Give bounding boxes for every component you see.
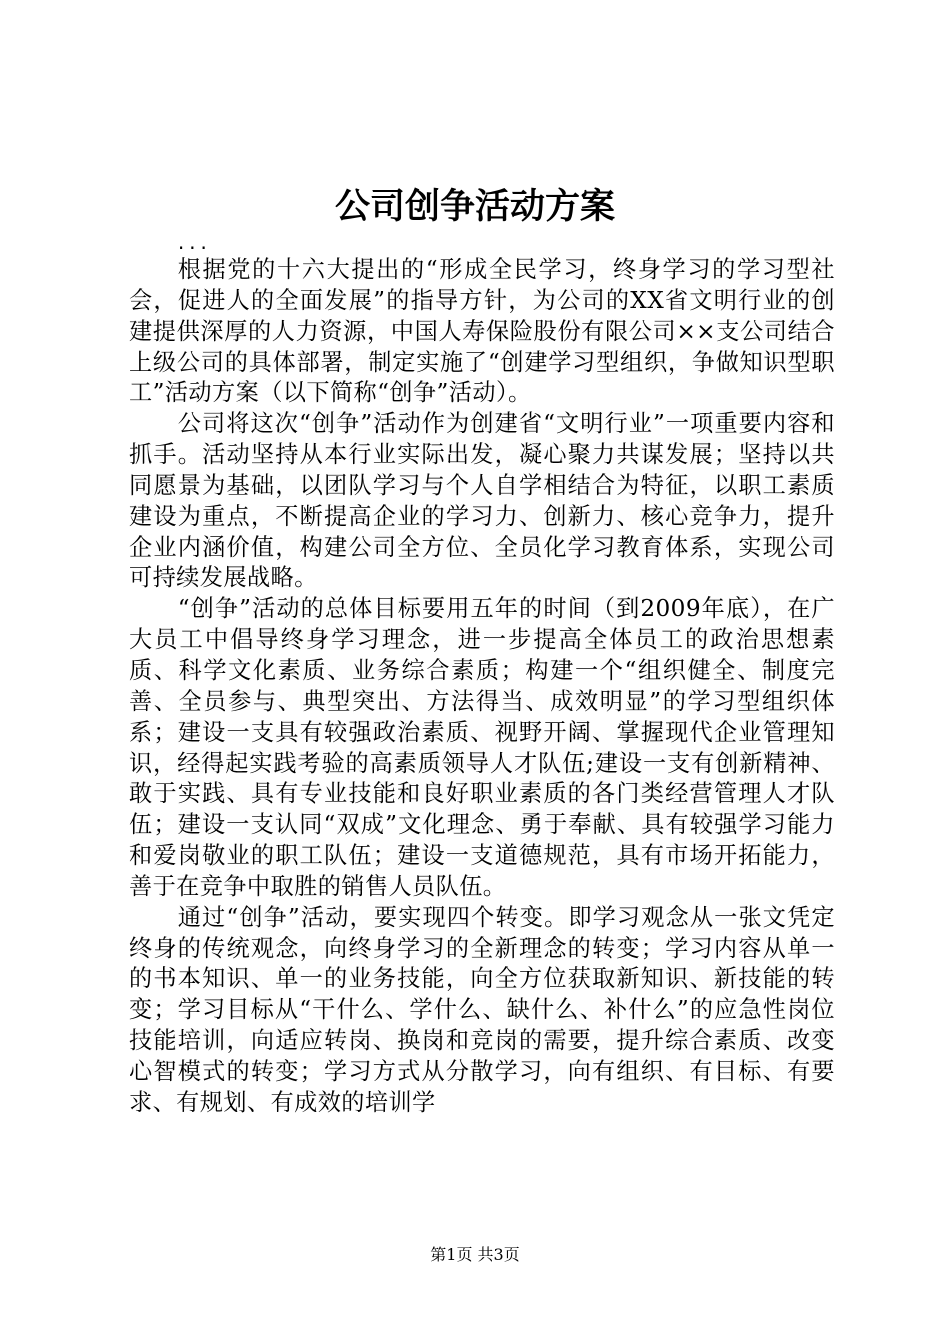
page-footer: 第1页 共3页	[430, 1245, 520, 1264]
paragraph-2: 公司将这次“创争”活动作为创建省“文明行业”一项重要内容和抓手。活动坚持从本行业实际出发，凝心聚力共谋发展；坚持以共同愿景为基础，以团队学习与个人自学相结合为特征，以职工素质建设为重点，不断提高企业的学习力、创新力、核心竞争力，提升企业内涵价值，构建公司全方位、全员化学习教育体系，实现公司可持续发展战略。	[129, 410, 835, 592]
ellipsis-marker: ...	[176, 234, 210, 254]
paragraph-1: 根据党的十六大提出的“形成全民学习，终身学习的学习型社会，促进人的全面发展”的指导方针，为公司的XX省文明行业的创建提供深厚的人力资源，中国人寿保险股份有限公司××支公司结合上级公司的具体部署，制定实施了“创建学习型组织，争做知识型职工”活动方案（以下简称“创争”活动）。	[129, 256, 835, 407]
document-body	[129, 255, 835, 1119]
paragraph-3: “创争”活动的总体目标要用五年的时间（到2009年底），在广大员工中倡导终身学习理念，进一步提高全体员工的政治思想素质、科学文化素质、业务综合素质；构建一个“组织健全、制度完善、全员参与、典型突出、方法得当、成效明显”的学习型组织体系；建设一支具有较强政治素质、视野开阔、掌握现代企业管理知识，经得起实践考验的高素质领导人才队伍;建设一支有创新精神、敢于实践、具有专业技能和良好职业素质的各门类经营管理人才队伍；建设一支认同“双成”文化理念、勇于奉献、具有较强学习能力和爱岗敬业的职工队伍；建设一支道德规范，具有市场开拓能力，善于在竞争中取胜的销售人员队伍。	[129, 595, 835, 900]
document-title: 公司创争活动方案	[334, 186, 615, 227]
paragraph-4: 通过“创争”活动，要实现四个转变。即学习观念从一张文凭定终身的传统观念，向终身学习的全新理念的转变；学习内容从单一的书本知识、单一的业务技能，向全方位获取新知识、新技能的转变；学习目标从“干什么、学什么、缺什么、补什么”的应急性岗位技能培训，向适应转岗、换岗和竞岗的需要，提升综合素质、改变心智模式的转变；学习方式从分散学习，向有组织、有目标、有要求、有规划、有成效的培训学	[129, 903, 835, 1116]
